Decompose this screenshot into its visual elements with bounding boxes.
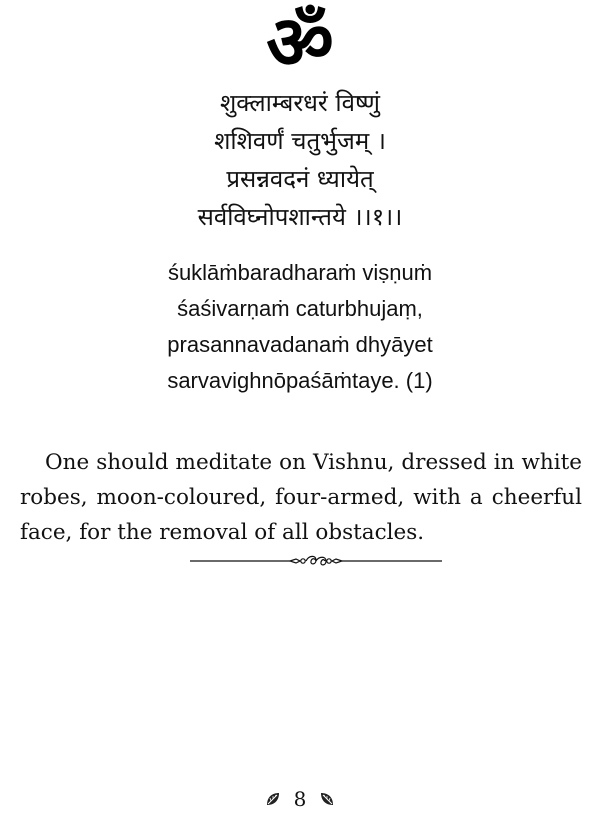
leaf-ornament-icon bbox=[319, 791, 335, 807]
om-symbol: ॐ bbox=[266, 0, 334, 86]
sanskrit-line: प्रसन्नवदनं ध्यायेत् bbox=[226, 165, 374, 193]
translation-paragraph: One should meditate on Vishnu, dressed in white robes, moon-coloured, four-armed, with a cheerful face, for the removal of all obstacles. bbox=[20, 449, 582, 545]
transliteration-line: sarvavighnōpaśāṁtaye. (1) bbox=[167, 368, 433, 393]
sanskrit-line: शुक्लाम्बरधरं विष्णुं bbox=[219, 89, 381, 117]
transliteration-line: śuklāṁbaradharaṁ viṣṇuṁ bbox=[167, 260, 433, 285]
transliteration-line: śaśivarṇaṁ caturbhujaṃ, bbox=[177, 296, 423, 321]
leaf-ornament-icon bbox=[265, 791, 281, 807]
transliteration bbox=[0, 255, 600, 399]
sanskrit-line: शशिवर्णं चतुर्भुजम् । bbox=[214, 127, 386, 155]
flourish-divider-icon bbox=[190, 553, 442, 569]
page-footer bbox=[0, 786, 600, 812]
sanskrit-verse bbox=[0, 84, 600, 236]
sanskrit-line: सर्वविघ्नोपशान्तये ।।१।। bbox=[197, 203, 403, 231]
page-number: 8 bbox=[293, 787, 307, 811]
transliteration-line: prasannavadanaṁ dhyāyet bbox=[167, 332, 433, 357]
